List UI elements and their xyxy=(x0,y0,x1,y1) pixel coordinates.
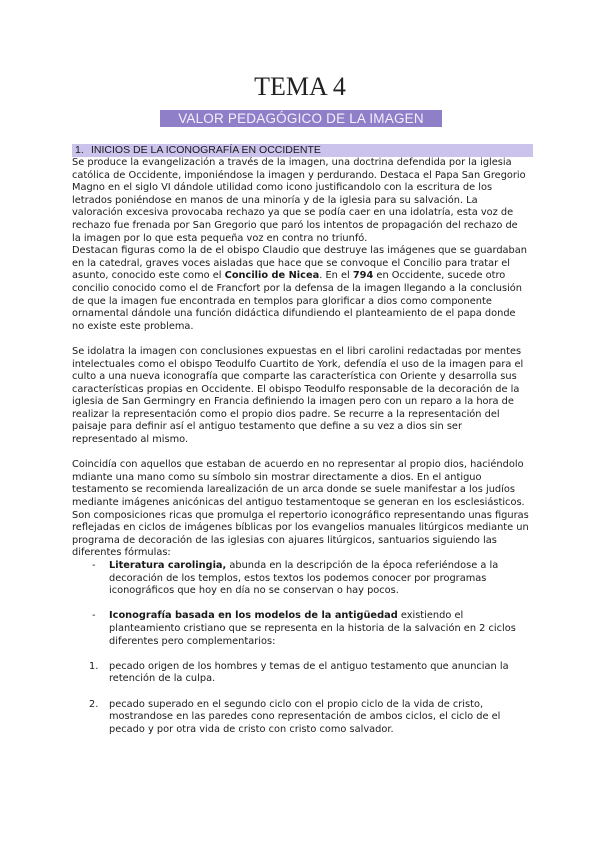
item-number: 1. xyxy=(89,660,99,672)
page-title: TEMA 4 xyxy=(254,72,346,101)
paragraph-1: Se produce la evangelización a través de la imagen, una doctrina defendida por la iglesia católica de Occidente, imponiéndose la imagen y perdurando. Destaca el Papa San Gregorio Magno en el siglo VI dándole utilidad como icono justificandolo con la escritura de los letrados poniéndose en manos de una minoría y de la iglesia para su salvación. La valoración excesiva provocaba rechazo ya que se podía caer en una idolatría, esta voz de rechazo fue frenada por San Gregorio que paró los intentos de propagación del rechazo de la imagen por lo que esta pequeña voz en contra no triunfó. xyxy=(72,157,526,244)
body-text xyxy=(72,157,529,736)
paragraph-2-text-e: en Occidente, sucede otro concilio conocido como el de Francfort por la defensa de la imagen llegando a la conclusión de que la imagen fue encontrada en templos para glorificar a dios como componente ornamental dándole una función didáctica difundiendo el planteamiento de el papa donde no existe este problema. xyxy=(72,270,523,332)
numbered-list-item xyxy=(72,699,529,737)
dash-item-2-text: existiendo el planteamiento cristiano que se representa en la historia de la salvación en 2 ciclos diferentes pero complementarios: xyxy=(109,610,516,647)
dash-bullet: - xyxy=(92,560,96,571)
section-heading xyxy=(72,144,533,157)
dash-list-item xyxy=(72,560,529,598)
numbered-list-item xyxy=(72,661,529,686)
spacer xyxy=(72,686,529,699)
numbered-item-1-text: pecado origen de los hombres y temas de el antiguo testamento que anuncian la retención de la culpa. xyxy=(109,660,509,685)
dash-bullet: - xyxy=(92,610,96,622)
paragraph-4: Coincidía con aquellos que estaban de acuerdo en no representar al propio dios, haciéndolo mdiante una mano como su símbolo sin mostrar directamente a dios. En el antiguo testamento se recomienda larealización de un arca donde se suele manifestar a los judíos mediante imágenes anicónicas del antiguo testamentoque se generan en los esclesiásticos. Son composiciones ricas que promulga el repertorio iconográfico representando unas figuras reflejadas en ciclos de imágenes bíblicas por los evangelios manuales litúrgicos mediante un programa de decoración de las iglesias con ajuares litúrgicos, santuarios siguiendo las diferentes fórmulas: xyxy=(72,459,529,559)
spacer xyxy=(72,598,529,611)
paragraph-2-text-c: . En el xyxy=(319,270,353,282)
spacer xyxy=(72,648,529,661)
dash-item-1-bold: Literatura carolingia, xyxy=(109,560,227,571)
paragraph-2-bold-year: 794 xyxy=(352,270,374,282)
paragraph-2-bold-council: Concilio de Nicea xyxy=(224,270,320,282)
section-heading-text: INICIOS DE LA ICONOGRAFÍA EN OCCIDENTE xyxy=(91,144,321,156)
paragraph-2-text-a: Destacan figuras como la de el obispo Claudio que destruye las imágenes que se guardaban en la catedral, graves voces aisladas que hace que se convoque el Concilio para tratar el asunto, conocido este como el xyxy=(72,245,527,282)
dash-list-item xyxy=(72,610,529,648)
paragraph-2 xyxy=(72,245,529,333)
spacer xyxy=(72,447,529,460)
dash-item-1-text: abunda en la descripción de la época referiéndose a la decoración de los templos, estos textos los podemos conocer por programas iconográficos que hoy en día no se conservan o hay pocos. xyxy=(109,560,499,597)
dash-list xyxy=(72,560,529,648)
numbered-item-2-text: pecado superado en el segundo ciclo con el propio ciclo de la vida de cristo, mostrandose en las paredes cono representación de ambos ciclos, el ciclo de el pecado y por otra vida de cristo con cristo como salvador. xyxy=(109,698,501,735)
item-number: 2. xyxy=(89,698,99,710)
spacer xyxy=(72,333,529,346)
numbered-list xyxy=(72,661,529,737)
paragraph-3: Se idolatra la imagen con conclusiones expuestas en el libri carolini redactadas por mentes intelectuales como el obispo Teodulfo Cuartito de York, defendía el uso de la imagen para el culto a una nueva iconografía que comparte las característica con Oriente y desarrolla sus características propias en Occidente. El obispo Teodulfo responsable de la decoración de la iglesia de San Germingry en Francia definiendo la imagen pero con un reparo a la hora de realizar la representación como el propio dios padre. Se recurre a la representación del paisaje para definir así el antiguo testamento que define a su vez a dios sin ser representado al mismo. xyxy=(72,345,524,446)
dash-item-2-bold: Iconografía basada en los modelos de la antigüedad xyxy=(109,610,398,622)
subtitle-banner: VALOR PEDAGÓGICO DE LA IMAGEN xyxy=(160,110,442,127)
section-number: 1. xyxy=(75,144,84,156)
